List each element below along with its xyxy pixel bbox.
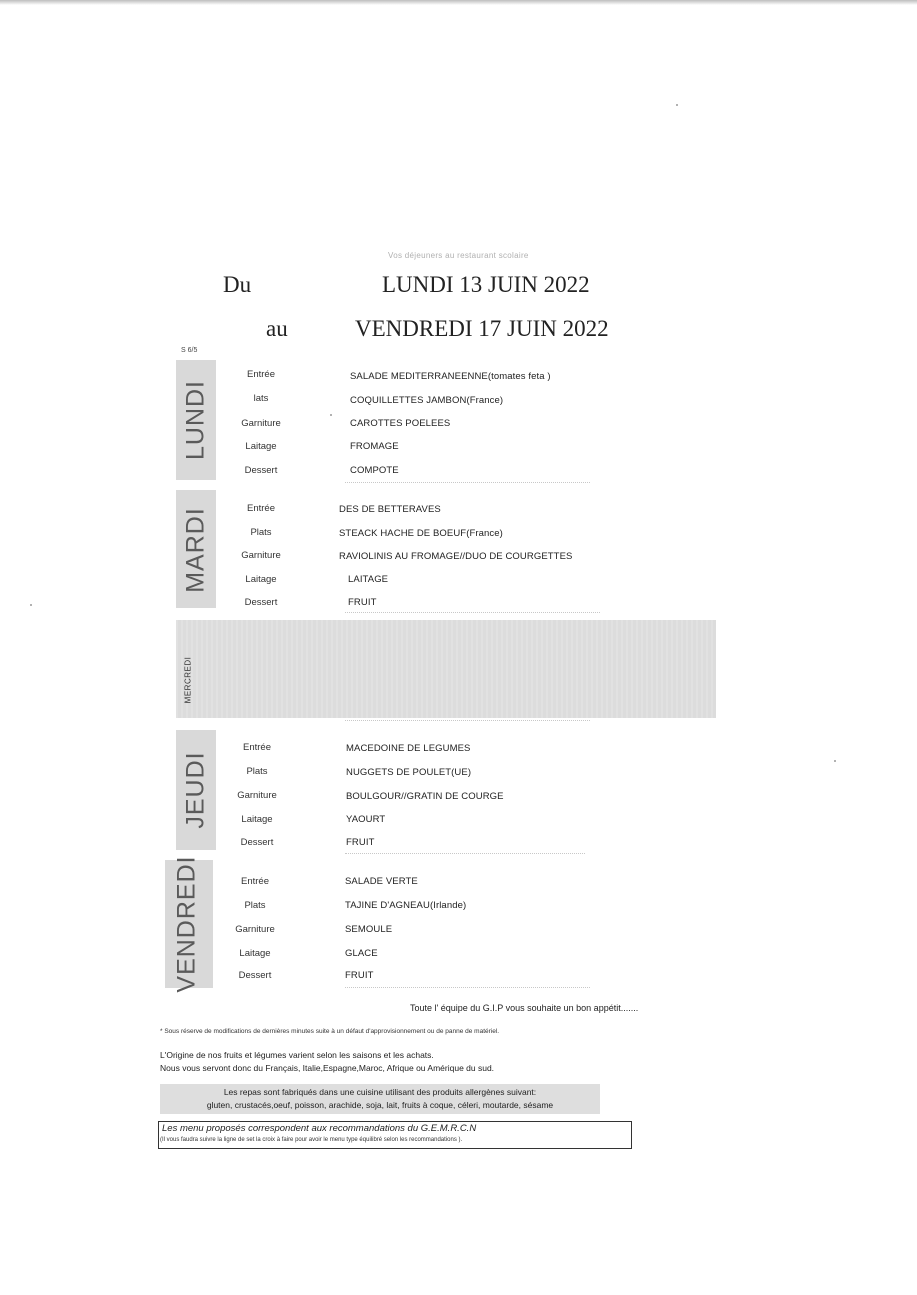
end-date: VENDREDI 17 JUIN 2022: [355, 316, 609, 341]
scan-top-edge: [0, 0, 917, 5]
allergen-line-2: gluten, crustacés,oeuf, poisson, arachide, soja, lait, fruits à coque, céleri, moutarde, sésame: [206, 1100, 554, 1110]
row-separator: [345, 612, 600, 616]
day-name-lundi: LUNDI: [181, 379, 210, 461]
category-label: Laitage: [245, 574, 277, 585]
menu-item: CAROTTES POELEES: [350, 418, 451, 429]
scan-speck: [330, 414, 332, 416]
menu-item: FRUIT: [345, 970, 374, 981]
menu-item: BOULGOUR//GRATIN DE COURGE: [346, 791, 504, 802]
scan-speck: [30, 604, 32, 606]
category-label: Entrée: [241, 876, 269, 887]
menu-subtitle: Vos déjeuners au restaurant scolaire: [388, 251, 529, 260]
scan-speck: [834, 760, 836, 762]
day-name-mercredi: MERCREDI: [183, 656, 193, 704]
row-separator: [345, 987, 590, 991]
origin-line-2: Nous vous servont donc du Français, Italie,Espagne,Maroc, Afrique ou Amérique du sud.: [160, 1063, 495, 1073]
closing-message: Toute l' équipe du G.I.P vous souhaite un bon appétit.......: [410, 1003, 639, 1013]
day-name-mardi: MARDI: [181, 507, 210, 593]
menu-item: TAJINE D'AGNEAU(Irlande): [345, 900, 467, 911]
menu-item: SALADE MEDITERRANEENNE(tomates feta ): [350, 371, 551, 382]
category-label: Garniture: [237, 790, 277, 801]
category-label: Dessert: [238, 970, 272, 981]
menu-item: YAOURT: [346, 814, 386, 825]
au-label: au: [266, 316, 288, 341]
category-label: Garniture: [241, 550, 281, 561]
category-label: Laitage: [245, 441, 277, 452]
row-separator: [345, 853, 585, 857]
category-label: Entrée: [247, 369, 275, 380]
menu-item: NUGGETS DE POULET(UE): [346, 767, 472, 778]
menu-item: LAITAGE: [348, 574, 389, 585]
menu-item: STEACK HACHE DE BOEUF(France): [339, 528, 503, 539]
origin-line-1: L'Origine de nos fruits et légumes varient selon les saisons et les achats.: [160, 1050, 434, 1060]
category-label: Plats: [244, 900, 266, 911]
category-label: Laitage: [239, 948, 271, 959]
menu-item: SEMOULE: [345, 924, 393, 935]
scan-speck: [676, 104, 678, 106]
category-label: Entrée: [247, 503, 275, 514]
menu-item: MACEDOINE DE LEGUMES: [346, 743, 471, 754]
disclaimer-note: * Sous réserve de modifications de dernières minutes suite à un défaut d'approvisionnement ou de panne de matériel.: [160, 1028, 500, 1035]
menu-item: COQUILLETTES JAMBON(France): [350, 395, 504, 406]
menu-item: COMPOTE: [350, 465, 399, 476]
menu-item: RAVIOLINIS AU FROMAGE//DUO DE COURGETTES: [339, 551, 573, 562]
category-label: Dessert: [240, 837, 274, 848]
row-separator: [345, 482, 590, 486]
menu-item: SALADE VERTE: [345, 876, 418, 887]
menu-item: FRUIT: [346, 837, 375, 848]
row-separator: [345, 720, 590, 724]
allergen-line-1: Les repas sont fabriqués dans une cuisine utilisant des produits allergènes suivant:: [223, 1087, 537, 1097]
day-name-vendredi: VENDREDI: [172, 855, 201, 993]
category-label: Garniture: [235, 924, 275, 935]
recommendation-line-2: (Il vous faudra suivre la ligne de set la croix à faire pour avoir le menu type équilibré selon les recommandations ).: [160, 1137, 463, 1143]
du-label: Du: [223, 272, 252, 297]
recommendation-line-1: Les menu proposés correspondent aux recommandations du G.E.M.R.C.N: [162, 1123, 477, 1134]
menu-item: DES DE BETTERAVES: [339, 504, 441, 515]
menu-item: FRUIT: [348, 597, 377, 608]
menu-item: GLACE: [345, 948, 378, 959]
menu-item: FROMAGE: [350, 441, 399, 452]
category-label: Entrée: [243, 742, 271, 753]
category-label: Plats: [250, 527, 272, 538]
category-label: Garniture: [241, 418, 281, 429]
category-label: Laitage: [241, 814, 273, 825]
category-label: Dessert: [244, 465, 278, 476]
category-label: lats: [253, 393, 269, 404]
sheet-ref: S 6/5: [181, 347, 198, 354]
category-label: Dessert: [244, 597, 278, 608]
closed-day-band: [176, 620, 716, 718]
day-name-jeudi: JEUDI: [181, 751, 210, 829]
category-label: Plats: [246, 766, 268, 777]
start-date: LUNDI 13 JUIN 2022: [382, 272, 590, 297]
